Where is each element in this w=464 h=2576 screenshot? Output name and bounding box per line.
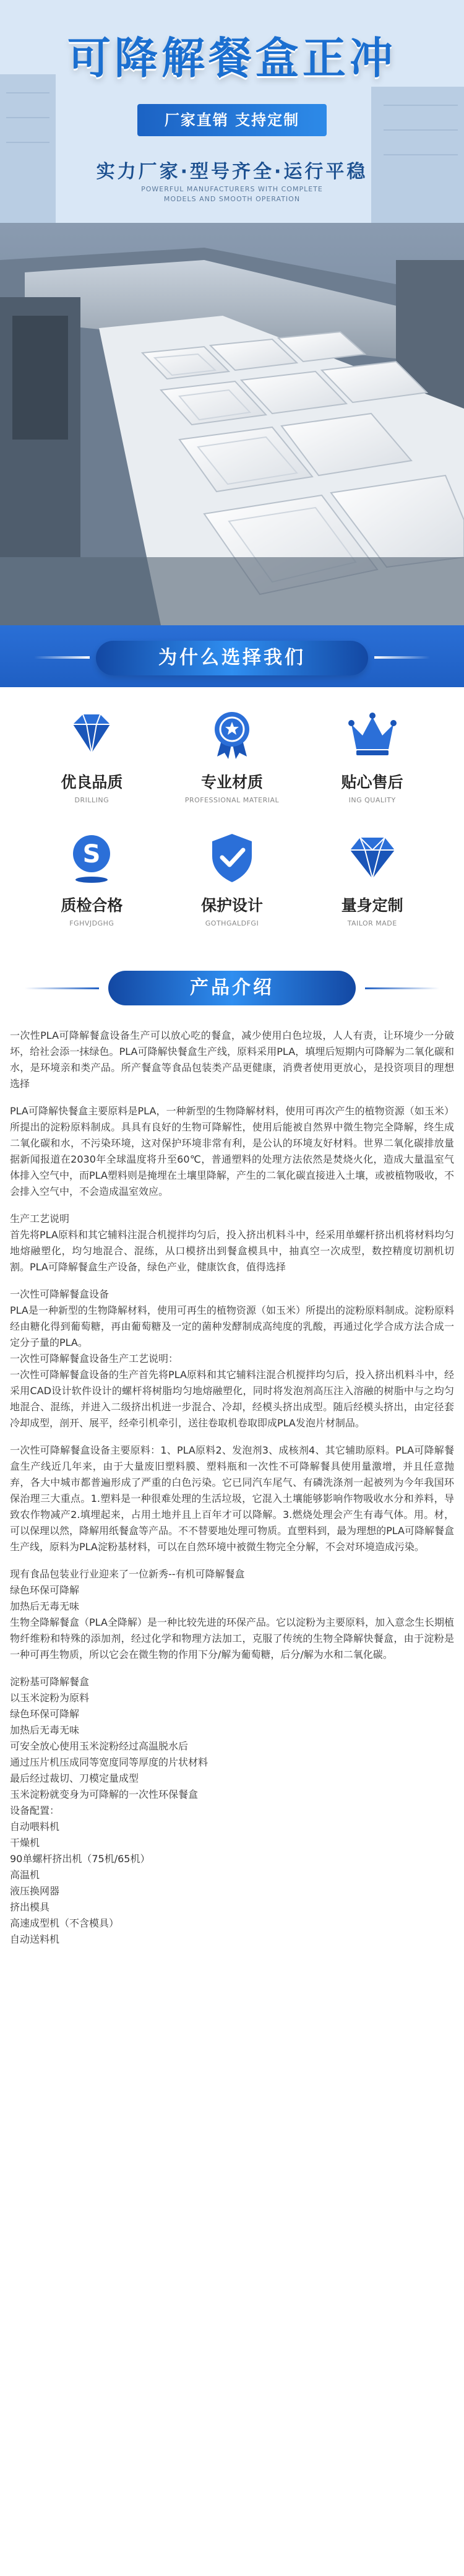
intro-paragraph: 首先将PLA原料和其它辅料注混合机搅拌均匀后，投入挤出机料斗中，经采用单螺杆挤出机将材料均匀地熔融塑化，均匀地混合、混练，从口模挤出到餐盒模具中，抽真空一次成型，数控精度切割机切割。PLA可降解餐盒生产设备，绿色产业，健康饮食，值得选择 (10, 1229, 454, 1273)
feature-quality (22, 706, 162, 804)
intro-paragraph: 一次性可降解餐盒设备的生产首先将PLA原料和其它辅料注混合机搅拌均匀后，投入挤出机料斗中，经采用CAD设计软件设计的螺杆将树脂均匀地熔融塑化，同时将发泡剂高压注入溶融的树脂中与之均匀地混合、混练，并进入二级挤出机进一步混合、冷却，经模头挤出成型。随后经模头挤出，由定径套冷却成型，剖开、展平，经牵引机牵引，送往卷取机卷取即成PLA发泡片材制品。 (10, 1369, 454, 1429)
list-item: 淀粉基可降解餐盒 (10, 1676, 90, 1688)
feature-aftersales (302, 706, 442, 804)
list-item: 玉米淀粉就变身为可降解的一次性环保餐盒 (10, 1789, 199, 1800)
product-description (0, 1021, 464, 1960)
intro-paragraph: 生物全降解餐盒（PLA全降解）是一种比较先进的环保产品。它以淀粉为主要原料，加入意念生长期植物纤维粉和特殊的添加剂，经过化学和物理方法加工，克服了传统的生物全降解快餐盒，由于淀粉是一种可再生物质，所以它会在微生物的作用下分/解为葡萄糖，后分/解为水和二氧化碳。 (10, 1616, 454, 1660)
intro-paragraph: PLA是一种新型的生物降解材料，使用可再生的植物资源（如玉米）所提出的淀粉原料制成。淀粉原料经由糖化得到葡萄糖，再由葡萄糖及一定的菌种发酵制成高纯度的乳酸，再通过化学合成方法合成一定分子量的PLA。 (10, 1304, 454, 1348)
diamond-icon (63, 706, 120, 763)
hero-english-tagline (0, 184, 464, 204)
list-item: 以玉米淀粉为原料 (10, 1692, 90, 1704)
why-features-grid (22, 706, 442, 927)
list-item: 绿色环保可降解 (10, 1584, 80, 1596)
list-item: 加热后无毒无味 (10, 1724, 80, 1736)
thermoforming-machine-image (0, 223, 464, 625)
config-item: 高速成型机（不含模具） (10, 1917, 119, 1929)
intro-paragraph: 一次性可降解餐盒设备主要原料：1、PLA原料2、发泡剂3、成核剂4、其它辅助原料。PLA可降解餐盒生产线近几年来，由于大量废旧塑料膜、塑料瓶和一次性不可降解餐具使用量激增，并且任意抛弃，各大中城市都普遍形成了严重的白色污染。它已同汽车尾气、有磷洗涤剂一起被列为今年我国环保治理三大重点。1.塑料是一种很难处理的生活垃圾，它混入土壤能够影响作物吸收水分和养料，导致农作物减产2.填埋起来，占用土地并且上百年才可以降解。3.燃烧处理会产生有毒气体。用。材，可以保理以然，降解用纸餐盒等产品。不不替要地处理可物质。直塑料到，最为理想的PLA可降解餐盒生产线，原料为PLA淀粉基材料，可以在自然环境中被微生物完全分解，不会对环境造成污染。 (10, 1444, 454, 1553)
feature-sublabel: PROFESSIONAL MATERIAL (184, 796, 280, 804)
list-item: 加热后无毒无味 (10, 1600, 80, 1612)
config-item: 高温机 (10, 1869, 40, 1881)
why-section-header (0, 625, 464, 687)
feature-label: 保护设计 (200, 896, 263, 914)
config-item: 自动送料机 (10, 1933, 60, 1945)
intro-paragraph: 一次性PLA可降解餐盒设备生产可以放心吃的餐盒，减少使用白色垃圾，人人有责，让环境少一分破坏，给社会添一抹绿色。PLA可降解快餐盒生产线，原料采用PLA，填埋后短期内可降解为二氧化碳和水，是环境亲和类产品。所产餐盒等食品包装类产品更健康，消费者使用更放心，是投资项目的理想选择 (10, 1030, 454, 1090)
feature-inspection (22, 829, 162, 927)
feature-sublabel: GOTHGALDFGI (205, 919, 259, 927)
feature-sublabel: ING QUALITY (348, 796, 396, 804)
intro-section-title: 产品介绍 (108, 971, 356, 1005)
feature-protection (162, 829, 303, 927)
config-heading: 设备配置： (10, 1805, 60, 1816)
why-section-title: 为什么选择我们 (96, 641, 368, 675)
hero-english-line-2: MODELS AND SMOOTH OPERATION (163, 195, 301, 203)
config-item: 液压换网器 (10, 1885, 60, 1897)
crown-icon (344, 706, 401, 763)
why-choose-us-band (0, 625, 464, 687)
config-item: 干燥机 (10, 1837, 40, 1849)
shield-icon (204, 829, 260, 886)
feature-custom (302, 829, 442, 927)
hero-subtitle: 实力厂家·型号齐全·运行平稳 (96, 161, 368, 183)
equipment-heading: 一次性可降解餐盒设备 (10, 1288, 110, 1300)
intro-paragraph: PLA可降解快餐盒主要原料是PLA，一种新型的生物降解材料，使用可再次产生的植物资源（如玉米）所提出的淀粉原料制成。具具有良好的生物可降解性，使用后能被自然界中微生物完全降解，终生成二氧化碳和水，不污染环境，这对保护环境非常有利，是公认的环境友好材料。世界二氧化碳排放量据新闻报道在2030年全球温度将升至60℃，普通塑料的处理方法依然是焚烧火化，造成大量温室气体排入空气中，而PLA塑料则是掩埋在土壤里降解，产生的二氧化碳直接进入土壤，或被植物吸收，不会排入空气中，不会造成温室效应。 (10, 1105, 454, 1197)
process-heading: 生产工艺说明 (10, 1213, 70, 1225)
feature-label: 量身定制 (341, 896, 403, 914)
list-item: 可安全放心使用玉米淀粉经过高温脱水后 (10, 1740, 189, 1752)
header-decor-left (34, 656, 90, 659)
feature-material (162, 706, 303, 804)
gem-icon (344, 829, 401, 886)
feature-sublabel: FGHVJDGHG (69, 919, 114, 927)
medal-icon (204, 706, 260, 763)
s-badge-icon (63, 829, 120, 886)
industry-heading: 现有食品包装业行业迎来了一位新秀--有机可降解餐盒 (10, 1568, 245, 1580)
config-item: 自动喂料机 (10, 1821, 60, 1832)
hero-title: 可降解餐盒正冲 (67, 33, 397, 84)
intro-header-decor-left (25, 987, 99, 989)
feature-label: 专业材质 (200, 773, 263, 791)
intro-section-header (0, 953, 464, 1021)
feature-label: 质检合格 (61, 896, 123, 914)
hero-english-line-1: POWERFUL MANUFACTURERS WITH COMPLETE (141, 185, 323, 193)
list-item: 通过压片机压成同等宽度同等厚度的片状材料 (10, 1756, 208, 1768)
config-item: 90单螺杆挤出机（75机/65机） (10, 1853, 150, 1865)
feature-label: 优良品质 (61, 773, 123, 791)
why-features-grid-section (0, 687, 464, 953)
feature-sublabel: DRILLING (74, 796, 110, 804)
svg-text:S: S (82, 840, 101, 869)
hero-banner (0, 0, 464, 625)
feature-label: 贴心售后 (341, 773, 403, 791)
hero-ribbon-badge: 厂家直销 支持定制 (137, 104, 327, 136)
config-item: 挤出模具 (10, 1901, 50, 1913)
intro-header-decor-right (365, 987, 439, 989)
list-item: 最后经过裁切、刀模定量成型 (10, 1772, 139, 1784)
feature-sublabel: TAILOR MADE (347, 919, 397, 927)
list-item: 绿色环保可降解 (10, 1708, 80, 1720)
process-subheading: 一次性可降解餐盒设备生产工艺说明： (10, 1353, 179, 1364)
header-decor-right (374, 656, 430, 659)
